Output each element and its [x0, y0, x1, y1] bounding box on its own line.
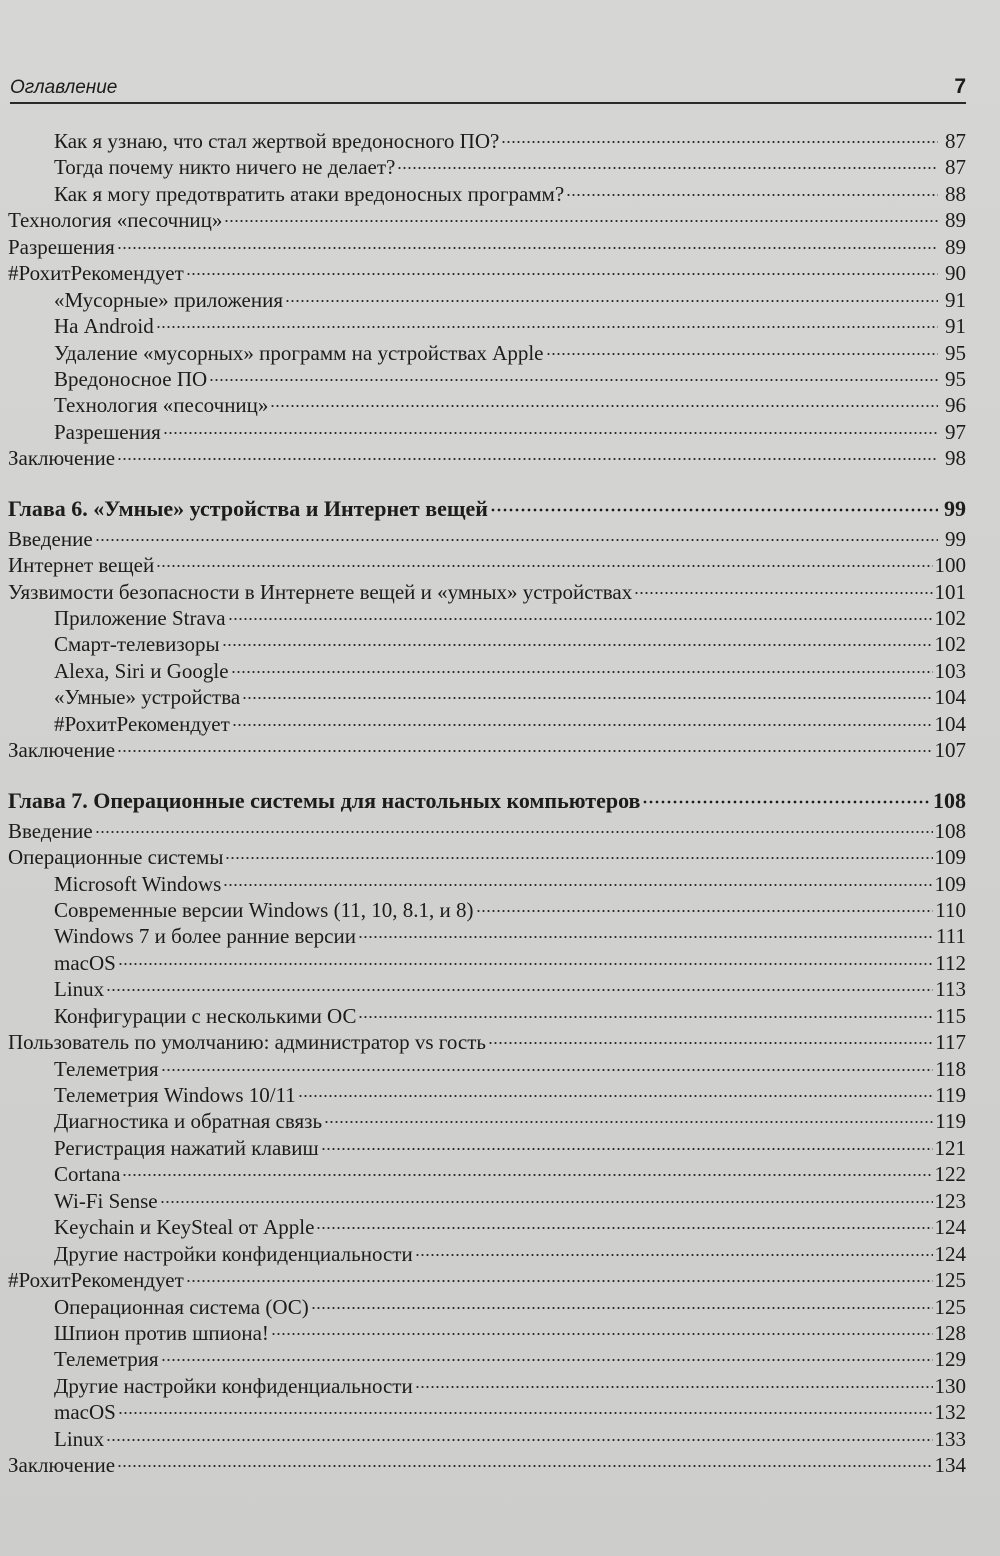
- dot-leader: [222, 643, 933, 647]
- toc-subsection-entry: [8, 1108, 966, 1134]
- toc-section-entry: [8, 260, 966, 286]
- toc-entry-title: Заключение: [8, 738, 116, 763]
- dot-leader: [642, 800, 931, 804]
- toc-entry-title: Диагностика и обратная связь: [54, 1109, 323, 1134]
- toc-subsection-entry: [8, 976, 966, 1002]
- toc-subsection-entry: [8, 605, 966, 631]
- dot-leader: [209, 378, 938, 382]
- dot-leader: [117, 1464, 932, 1468]
- dot-leader: [311, 1306, 933, 1310]
- toc-entry-page: 96: [945, 393, 966, 418]
- toc-entry-page: 99: [944, 495, 966, 521]
- toc-entry-page: 112: [935, 950, 966, 975]
- toc-subsection-entry: [8, 1188, 966, 1214]
- toc-section-entry: [8, 552, 966, 578]
- toc-entry-page: 95: [945, 340, 966, 365]
- dot-leader: [186, 1279, 933, 1283]
- toc-entry-title: Уязвимости безопасности в Интернете вещей и «умных» устройствах: [8, 579, 633, 604]
- toc-entry-page: 111: [936, 924, 966, 949]
- dot-leader: [566, 193, 938, 197]
- toc-entry-title: Разрешения: [54, 419, 161, 444]
- toc-subsection-entry: [8, 871, 966, 897]
- toc-entry-title: macOS: [54, 1400, 116, 1425]
- toc-entry-page: 103: [934, 658, 966, 683]
- toc-entry-page: 101: [934, 579, 966, 604]
- toc-entry-page: 133: [934, 1426, 966, 1451]
- toc-subsection-entry: [8, 340, 966, 366]
- toc-entry-title: Разрешения: [8, 234, 115, 259]
- dot-leader: [321, 1147, 933, 1151]
- toc-entry-page: 134: [934, 1453, 966, 1478]
- toc-entry-page: 124: [934, 1215, 966, 1240]
- toc-entry-page: 91: [945, 287, 966, 312]
- dot-leader: [156, 564, 932, 568]
- dot-leader: [397, 166, 938, 170]
- toc-entry-title: Wi-Fi Sense: [54, 1188, 158, 1213]
- toc-entry-page: 110: [935, 897, 966, 922]
- dot-leader: [122, 1173, 932, 1177]
- toc-entry-title: Заключение: [8, 446, 116, 471]
- dot-leader: [476, 909, 934, 913]
- toc-entry-title: «Мусорные» приложения: [54, 287, 284, 312]
- toc-subsection-entry: [8, 711, 966, 737]
- toc-subsection-entry: [8, 181, 966, 207]
- toc-entry-title: Телеметрия: [54, 1347, 159, 1372]
- toc-entry-page: 118: [935, 1056, 966, 1081]
- toc-entry-title: Удаление «мусорных» программ на устройствах Apple: [54, 340, 544, 365]
- toc-entry-page: 132: [934, 1400, 966, 1425]
- toc-entry-page: 88: [945, 181, 966, 206]
- toc-subsection-entry: [8, 631, 966, 657]
- toc-subsection-entry: [8, 154, 966, 180]
- toc-subsection-entry: [8, 392, 966, 418]
- toc-subsection-entry: [8, 1082, 966, 1108]
- toc-entry-page: 107: [934, 738, 966, 763]
- running-header: [10, 74, 966, 104]
- toc-entry-page: 115: [935, 1003, 966, 1028]
- toc-entry-page: 89: [945, 208, 966, 233]
- toc-entry-title: Конфигурации с несколькими ОС: [54, 1003, 357, 1028]
- toc-entry-title: Windows 7 и более ранние версии: [54, 924, 356, 949]
- toc-entry-page: 108: [933, 787, 966, 813]
- dot-leader: [358, 1015, 933, 1019]
- toc-subsection-entry: [8, 287, 966, 313]
- toc-section-entry: [8, 1452, 966, 1478]
- toc-entry-title: Linux: [54, 1426, 105, 1451]
- toc-entry-page: 130: [934, 1373, 966, 1398]
- dot-leader: [163, 431, 938, 435]
- toc-chapter-heading: [8, 784, 966, 818]
- toc-entry-title: Интернет вещей: [8, 553, 155, 578]
- toc-entry-title: Keychain и KeySteal от Apple: [54, 1215, 315, 1240]
- toc-entry-page: 95: [945, 366, 966, 391]
- toc-entry-title: Введение: [8, 818, 93, 843]
- dot-leader: [546, 352, 938, 356]
- table-of-contents: [8, 128, 966, 1479]
- toc-entry-page: 124: [934, 1241, 966, 1266]
- toc-entry-page: 128: [934, 1320, 966, 1345]
- toc-subsection-entry: [8, 1056, 966, 1082]
- toc-entry-page: 99: [945, 526, 966, 551]
- toc-subsection-entry: [8, 658, 966, 684]
- toc-entry-title: Тогда почему никто ничего не делает?: [54, 155, 396, 180]
- toc-entry-page: 119: [935, 1083, 966, 1107]
- toc-subsection-entry: [8, 1135, 966, 1161]
- dot-leader: [228, 617, 933, 621]
- dot-leader: [224, 219, 938, 223]
- toc-entry-title: Современные версии Windows (11, 10, 8.1, и 8): [54, 897, 474, 922]
- dot-leader: [106, 1438, 932, 1442]
- toc-entry-title: Глава 7. Операционные системы для настольных компьютеров: [8, 787, 641, 813]
- toc-subsection-entry: [8, 1294, 966, 1320]
- toc-subsection-entry: [8, 950, 966, 976]
- dot-leader: [117, 457, 938, 461]
- dot-leader: [271, 1332, 933, 1336]
- toc-entry-title: Операционная система (ОС): [54, 1294, 309, 1319]
- toc-entry-page: 100: [934, 553, 966, 578]
- toc-entry-page: 98: [945, 446, 966, 471]
- dot-leader: [117, 749, 932, 753]
- toc-entry-title: Технология «песочниц»: [54, 393, 269, 418]
- dot-leader: [324, 1120, 933, 1124]
- toc-entry-title: Другие настройки конфиденциальности: [54, 1373, 413, 1398]
- dot-leader: [161, 1068, 934, 1072]
- toc-entry-page: 121: [934, 1135, 966, 1160]
- toc-subsection-entry: [8, 313, 966, 339]
- toc-entry-page: 117: [935, 1030, 966, 1055]
- toc-entry-title: macOS: [54, 950, 116, 975]
- toc-entry-title: #РохитРекомендует: [8, 1268, 184, 1293]
- toc-entry-page: 102: [934, 606, 966, 630]
- dot-leader: [358, 935, 934, 939]
- toc-entry-page: 87: [945, 155, 966, 180]
- toc-entry-page: 125: [934, 1294, 966, 1319]
- toc-section-entry: [8, 844, 966, 870]
- toc-entry-title: На Android: [54, 314, 154, 339]
- toc-subsection-entry: [8, 684, 966, 710]
- toc-section-entry: [8, 234, 966, 260]
- dot-leader: [285, 299, 938, 303]
- dot-leader: [232, 723, 933, 727]
- toc-entry-page: 119: [935, 1109, 966, 1134]
- toc-subsection-entry: [8, 1373, 966, 1399]
- toc-entry-title: #РохитРекомендует: [54, 711, 230, 736]
- dot-leader: [95, 830, 933, 834]
- toc-entry-title: Технология «песочниц»: [8, 208, 223, 233]
- toc-subsection-entry: [8, 366, 966, 392]
- toc-subsection-entry: [8, 1214, 966, 1240]
- toc-entry-page: 125: [934, 1268, 966, 1293]
- toc-chapter-heading: [8, 492, 966, 526]
- toc-entry-page: 129: [934, 1347, 966, 1372]
- dot-leader: [231, 670, 933, 674]
- toc-entry-title: Регистрация нажатий клавиш: [54, 1135, 319, 1160]
- running-title: Оглавление: [10, 77, 118, 98]
- toc-entry-title: «Умные» устройства: [54, 685, 241, 710]
- toc-entry-page: 97: [945, 419, 966, 444]
- toc-section-entry: [8, 1029, 966, 1055]
- dot-leader: [223, 883, 932, 887]
- toc-subsection-entry: [8, 897, 966, 923]
- toc-subsection-entry: [8, 1399, 966, 1425]
- dot-leader: [118, 962, 933, 966]
- toc-section-entry: [8, 579, 966, 605]
- toc-section-entry: [8, 737, 966, 763]
- toc-subsection-entry: [8, 923, 966, 949]
- dot-leader: [186, 272, 938, 276]
- toc-entry-title: Введение: [8, 526, 93, 551]
- toc-entry-title: Другие настройки конфиденциальности: [54, 1241, 413, 1266]
- dot-leader: [316, 1226, 932, 1230]
- toc-entry-page: 123: [934, 1188, 966, 1213]
- dot-leader: [501, 140, 938, 144]
- dot-leader: [242, 696, 932, 700]
- dot-leader: [270, 404, 938, 408]
- toc-entry-title: Linux: [54, 977, 105, 1002]
- toc-entry-title: Как я могу предотвратить атаки вредоносных программ?: [54, 181, 565, 206]
- dot-leader: [118, 1411, 933, 1415]
- toc-entry-title: Cortana: [54, 1162, 121, 1187]
- dot-leader: [415, 1385, 933, 1389]
- toc-entry-page: 104: [934, 685, 966, 710]
- toc-entry-page: 109: [934, 845, 966, 870]
- toc-subsection-entry: [8, 1346, 966, 1372]
- toc-subsection-entry: [8, 1161, 966, 1187]
- toc-entry-title: Телеметрия: [54, 1056, 159, 1081]
- toc-entry-title: Приложение Strava: [54, 606, 226, 630]
- toc-section-entry: [8, 207, 966, 233]
- toc-entry-title: Шпион против шпиона!: [54, 1320, 269, 1345]
- toc-entry-title: Телеметрия Windows 10/11: [54, 1083, 296, 1107]
- toc-entry-title: Alexa, Siri и Google: [54, 658, 229, 683]
- toc-subsection-entry: [8, 1426, 966, 1452]
- toc-entry-page: 104: [934, 711, 966, 736]
- toc-entry-title: Смарт-телевизоры: [54, 632, 220, 657]
- toc-entry-title: #РохитРекомендует: [8, 261, 184, 286]
- dot-leader: [225, 856, 932, 860]
- toc-subsection-entry: [8, 128, 966, 154]
- toc-entry-page: 122: [934, 1162, 966, 1187]
- toc-section-entry: [8, 445, 966, 471]
- toc-subsection-entry: [8, 419, 966, 445]
- toc-entry-page: 87: [945, 129, 966, 153]
- page-number: 7: [954, 75, 966, 98]
- toc-entry-title: Пользователь по умолчанию: администратор vs гость: [8, 1030, 486, 1055]
- toc-entry-page: 89: [945, 234, 966, 259]
- toc-entry-title: Вредоносное ПО: [54, 366, 208, 391]
- dot-leader: [160, 1200, 933, 1204]
- dot-leader: [634, 591, 932, 595]
- toc-entry-page: 90: [945, 261, 966, 286]
- dot-leader: [488, 1041, 933, 1045]
- toc-section-entry: [8, 526, 966, 552]
- toc-entry-page: 109: [934, 871, 966, 896]
- toc-entry-page: 102: [934, 632, 966, 657]
- toc-entry-page: 91: [945, 314, 966, 339]
- toc-subsection-entry: [8, 1320, 966, 1346]
- dot-leader: [117, 246, 938, 250]
- toc-section-entry: [8, 818, 966, 844]
- toc-entry-page: 108: [934, 818, 966, 843]
- dot-leader: [298, 1094, 933, 1098]
- toc-entry-title: Как я узнаю, что стал жертвой вредоносного ПО?: [54, 129, 500, 153]
- toc-section-entry: [8, 1267, 966, 1293]
- dot-leader: [415, 1253, 933, 1257]
- dot-leader: [490, 508, 938, 512]
- dot-leader: [156, 325, 938, 329]
- toc-entry-page: 113: [935, 977, 966, 1002]
- dot-leader: [95, 538, 938, 542]
- toc-subsection-entry: [8, 1241, 966, 1267]
- dot-leader: [106, 988, 933, 992]
- toc-entry-title: Глава 6. «Умные» устройства и Интернет вещей: [8, 495, 488, 521]
- toc-entry-title: Заключение: [8, 1453, 116, 1478]
- toc-subsection-entry: [8, 1003, 966, 1029]
- dot-leader: [161, 1358, 933, 1362]
- toc-entry-title: Операционные системы: [8, 845, 224, 870]
- toc-entry-title: Microsoft Windows: [54, 871, 222, 896]
